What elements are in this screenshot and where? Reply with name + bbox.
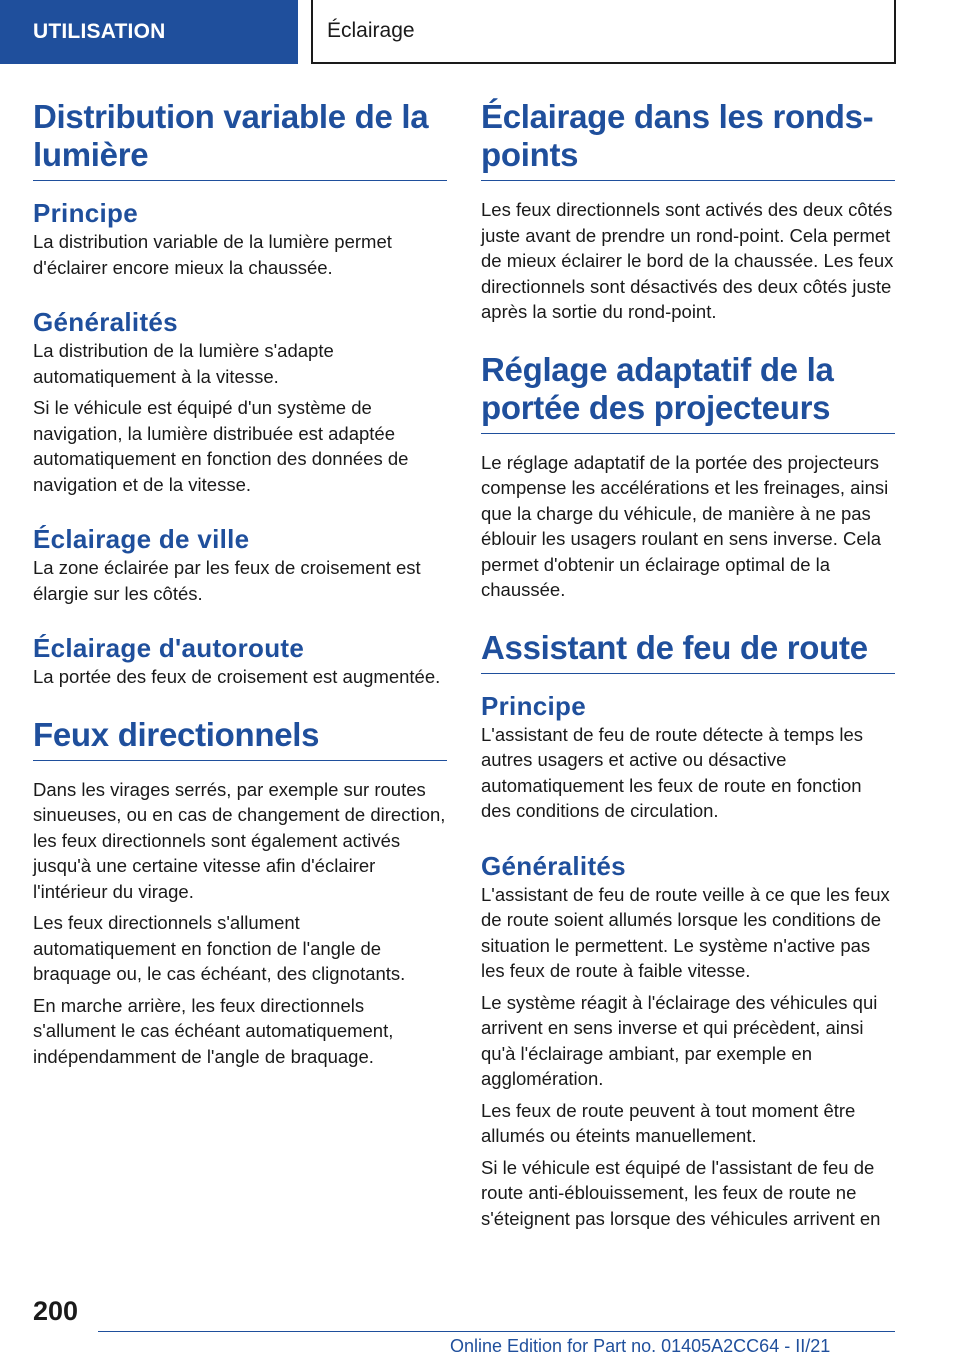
section-label: UTILISATION (33, 20, 166, 43)
heading-ronds-points: Éclairage dans les ronds-points (481, 98, 895, 181)
paragraph-feux-directionnels-2: Les feux directionnels s'allument automatiquement en fonction de l'angle de braquage ou, le cas échéant, des clignotants. (33, 912, 406, 984)
left-column (33, 98, 447, 1075)
paragraph-eclairage-autoroute: La portée des feux de croisement est augmentée. (33, 666, 441, 687)
paragraph-generalites-2: Si le véhicule est équipé d'un système de navigation, la lumière distribuée est adaptée automatiquement en fonction des données de navigation et de la vitesse. (33, 397, 409, 495)
paragraph-principe-assistant: L'assistant de feu de route détecte à temps les autres usagers et active ou désactive automatiquement les feux de route en fonction des conditions de circulation. (481, 723, 863, 821)
footer-divider (98, 1331, 895, 1332)
subheading-eclairage-ville: Éclairage de ville (33, 524, 250, 554)
paragraph-generalites-assistant-1: L'assistant de feu de route veille à ce que les feux de route soient allumés lorsque les conditions de situation le permettent. Le système n'active pas les feux de route à faible vitesse. (481, 883, 890, 981)
section-tab (0, 0, 298, 64)
paragraph-generalites-assistant-4: Si le véhicule est équipé de l'assistant de feu de route anti-éblouissement, les feux de route ne s'éteignent pas lorsque des véhicules arrivent en (481, 1156, 881, 1229)
paragraph-reglage-adaptatif: Le réglage adaptatif de la portée des projecteurs compense les accélérations et les freinages, ainsi que la charge du véhicule, de manière à ne pas éblouir les usagers roulant en sens inverse. Cela permet d'obtenir un éclairage optimal de la chaussée. (481, 451, 889, 600)
page-number: 200 (33, 1296, 79, 1326)
paragraph-generalites-assistant-3: Les feux de route peuvent à tout moment être allumés ou éteints manuellement. (481, 1099, 856, 1146)
paragraph-eclairage-ville: La zone éclairée par les feux de croisement est élargie sur les côtés. (33, 557, 421, 604)
chapter-header (311, 0, 896, 64)
paragraph-feux-directionnels-3: En marche arrière, les feux directionnels s'allument le cas échéant automatiquement, indépendamment de l'angle de braquage. (33, 994, 394, 1067)
paragraph-generalites-1: La distribution de la lumière s'adapte automatiquement à la vitesse. (33, 340, 334, 387)
right-column (481, 98, 895, 1237)
paragraph-feux-directionnels-1: Dans les virages serrés, par exemple sur routes sinueuses, ou en cas de changement de direction, les feux directionnels sont également activés jusqu'à une certaine vitesse afin d'éclairer l'intérieur du virage. (33, 778, 446, 902)
subheading-generalites-assistant: Généralités (481, 850, 626, 881)
heading-distribution-variable: Distribution variable de la lumière (33, 98, 447, 181)
heading-feux-directionnels: Feux directionnels (33, 716, 447, 761)
subheading-eclairage-autoroute: Éclairage d'autoroute (33, 633, 305, 663)
heading-assistant-feu-route: Assistant de feu de route (481, 629, 895, 674)
subheading-principe: Principe (33, 198, 138, 228)
paragraph-generalites-assistant-2: Le système réagit à l'éclairage des véhicules qui arrivent en sens inverse et qui précèdent, ainsi qu'à l'éclairage ambiant, par exemple en agglomération. (481, 991, 878, 1089)
subheading-generalites: Généralités (33, 307, 178, 337)
paragraph-principe: La distribution variable de la lumière permet d'éclairer encore mieux la chaussée. (33, 231, 392, 278)
paragraph-ronds-points: Les feux directionnels sont activés des deux côtés juste avant de prendre un rond-point. Cela permet de mieux éclairer le bord de la chaussée. Les feux directionnels sont désactivés des deux côtés juste après la sortie du rond-point. (481, 199, 894, 322)
chapter-title: Éclairage (327, 19, 415, 42)
subheading-principe-assistant: Principe (481, 690, 586, 721)
edition-note: Online Edition for Part no. 01405A2CC64 - II/21 (450, 1336, 831, 1356)
heading-reglage-adaptatif: Réglage adaptatif de la portée des projecteurs (481, 351, 895, 434)
